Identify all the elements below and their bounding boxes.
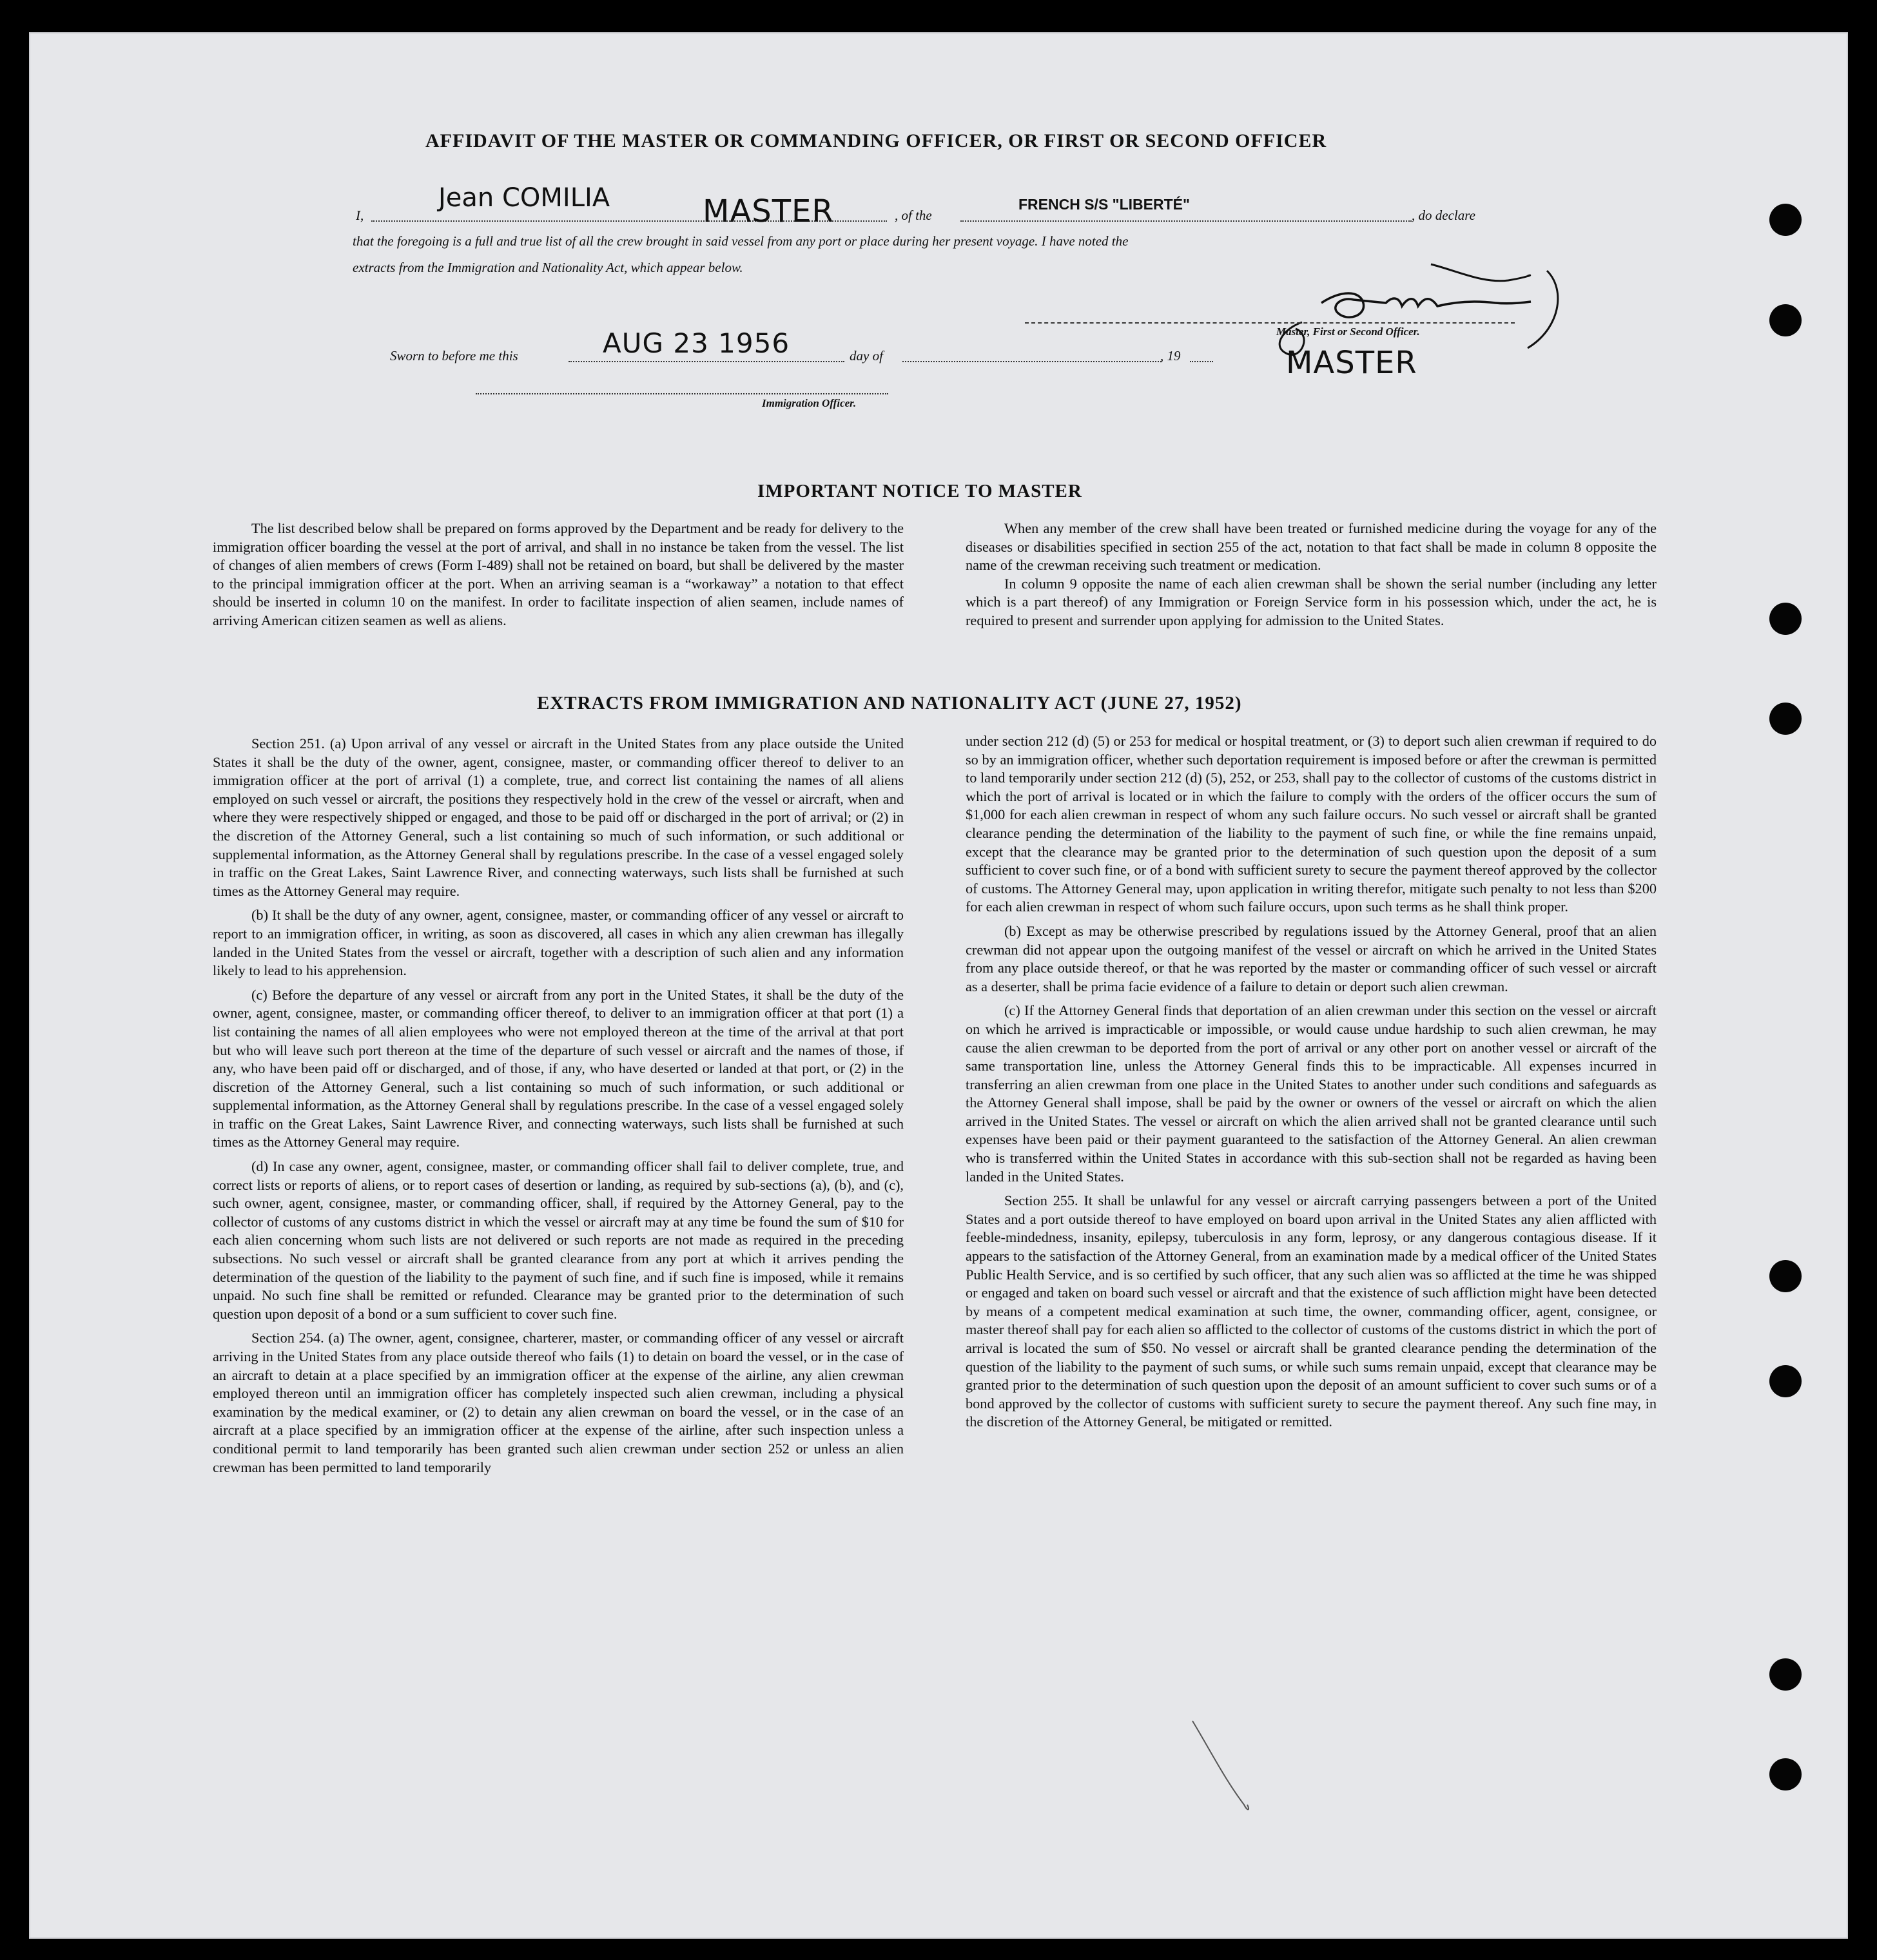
notice-right-column: [966, 519, 1657, 636]
declaration-line-1: that the foregoing is a full and true list of all the crew brought in said vessel from any port or place during her present voyage. I have noted the: [353, 233, 1129, 249]
extracts-left-column: [213, 735, 904, 1482]
officer-line: [476, 393, 888, 394]
master-title-stamp: MASTER: [703, 193, 834, 229]
binder-hole: [1769, 1365, 1802, 1397]
day-of-label: day of: [850, 348, 883, 364]
notice-left-column: [213, 519, 904, 636]
signature-title-stamp: MASTER: [1286, 345, 1417, 381]
stray-pen-mark: [1186, 1714, 1263, 1818]
section-254-c: (c) If the Attorney General finds that deportation of an alien crewman under this section on the vessel or aircraft on which he arrived is impracticable or impossible, or would cause undue hardship to such alien crewman, he may cause the alien crewman to be deported from the port of arrival or any other port on another vessel or aircraft of the same transportation line, unless the Attorney General finds this to be impracticable. All expenses incurred in transferring an alien crewman from one place in the United States to another under such conditions and safeguards as the Attorney General shall impose, shall be paid by the owner or owners of the vessel or aircraft on which the alien arrived in the United States. The vessel or aircraft on which the alien arrived shall not be granted clearance until such expenses have been paid or their payment guaranteed to the satisfaction of the Attorney General. An alien crewman who is transferred within the United States in accordance with this sub-section shall not be regarded as having been landed in the United States.: [966, 1002, 1657, 1185]
sworn-date-stamp: AUG 23 1956: [603, 327, 790, 359]
section-251-d: (d) In case any owner, agent, consignee, master, or commanding officer shall fail to deliver complete, true, and correct lists or reports of aliens, or to report cases of desertion or landing, as required by sub-sections (a), (b), and (c), such owner, agent, consignee, master, or commanding officer, shall, if required by the Attorney General, pay to the collector of customs of any customs district in which the vessel or aircraft may at any time be found the sum of $10 for each alien concerning whom such lists are not delivered or such reports are not made as required in the preceding subsections. No such vessel or aircraft shall be granted clearance from any port at which it arrives pending the determination of the question of the liability to the payment of such fine, and if such fine is imposed, while it remains unpaid. No such fine shall be remitted or refunded. Clearance may be granted prior to the determination of such question upon deposit of a bond or a sum sufficient to cover such fine.: [213, 1158, 904, 1322]
affidavit-title: AFFIDAVIT OF THE MASTER OR COMMANDING OFFICER, OR FIRST OR SECOND OFFICER: [425, 130, 1327, 151]
binder-hole: [1769, 603, 1802, 635]
notice-right-paragraph-2: In column 9 opposite the name of each alien crewman shall be shown the serial number (including any letter which is a part thereof) of any Immigration or Foreign Service form in his possession which, under the act, he is required to present and surrender upon applying for admission to the United States.: [966, 575, 1657, 628]
binder-hole: [1769, 703, 1802, 735]
binder-hole: [1769, 204, 1802, 236]
declarant-prefix: I,: [356, 208, 364, 223]
year-label: , 19: [1160, 348, 1181, 364]
extracts-title: EXTRACTS FROM IMMIGRATION AND NATIONALITY ACT (JUNE 27, 1952): [537, 693, 1242, 713]
notice-title: IMPORTANT NOTICE TO MASTER: [757, 481, 1082, 501]
section-254-a: Section 254. (a) The owner, agent, consignee, charterer, master, or commanding officer of any vessel or aircraft arriving in the United States from any place outside thereof who fails (1) to detain on board the vessel, or in the case of an aircraft to detain at a place specified by an immigration officer at the expense of the airline, any alien crewman employed thereon until an immigration officer has completely inspected such alien crewman, including a physical examination by the medical examiner, or (2) to detain any alien crewman on board the vessel, or in the case of an aircraft at a place specified by an immigration officer at the expense of the airline, after such inspection unless a conditional permit to land temporarily has been granted such alien crewman under section 252 or unless an alien crewman has been permitted to land temporarily: [213, 1330, 904, 1475]
master-name: Jean COMILIA: [438, 183, 610, 213]
section-251-c: (c) Before the departure of any vessel or aircraft from any port in the United States, it shall be the duty of the owner, agent, consignee, master, or commanding officer thereof, to deliver to an immigration officer at that port (1) a list containing the names of all alien employees who were not employed thereon at the time of the arrival at that port but who will leave such port thereon at the time of the departure of such vessel or aircraft and the names of those, if any, who have been paid off or discharged, and of those, if any, who have deserted or landed at that port, or (2) in the discretion of the Attorney General, such a list containing so much of such information, or such additional or supplemental information, as the Attorney General shall by regulations prescribe. In the case of a vessel engaged solely in traffic on the Great Lakes, Saint Lawrence River, and connecting waterways, such lists shall be furnished at such times as the Attorney General may require.: [213, 986, 904, 1150]
signature-caption: Master, First or Second Officer.: [1276, 325, 1420, 338]
declare-label: , do declare: [1412, 208, 1475, 223]
notice-left-paragraph: The list described below shall be prepared on forms approved by the Department and be ready for delivery to the immigration officer boarding the vessel at the port of arrival, and shall in no instance be taken from the vessel. The list of changes of alien members of crews (Form I-489) shall not be retained on board, but shall be delivered by the master to the principal immigration officer at the port. When an arriving seaman is a “workaway” a notation to that effect should be inserted in column 10 on the manifest. In order to facilitate inspection of alien seamen, include names of arriving American citizen seamen as well as aliens.: [213, 520, 904, 628]
declaration-line-2: extracts from the Immigration and Nationality Act, which appear below.: [353, 260, 743, 275]
section-251-b: (b) It shall be the duty of any owner, agent, consignee, master, or commanding officer of any vessel or aircraft to report to an immigration officer, in writing, as soon as discovered, all cases in which any alien crewman has illegally landed in the United States from the vessel or aircraft, together with a description of such alien and any information likely to lead to his apprehension.: [213, 907, 904, 979]
extracts-right-column: [966, 732, 1657, 1437]
signature-line: [1025, 322, 1515, 324]
section-254-b: (b) Except as may be otherwise prescribed by regulations issued by the Attorney General, proof that an alien crewman did not appear upon the outgoing manifest of the vessel or aircraft on which he arrived in the United States from any place outside thereof, or that he was reported by the master or commanding officer of such vessel or aircraft as a deserter, shall be prima facie evidence of a failure to detain or deport such alien crewman.: [966, 922, 1657, 995]
binder-hole: [1769, 1758, 1802, 1790]
binder-hole: [1769, 1658, 1802, 1691]
officer-caption: Immigration Officer.: [762, 397, 857, 409]
of-the-label: , of the: [895, 208, 932, 223]
year-line: [1190, 361, 1213, 362]
vessel-name: FRENCH S/S "LIBERTÉ": [1018, 196, 1190, 213]
month-line: [902, 361, 1162, 362]
section-251-a: Section 251. (a) Upon arrival of any vessel or aircraft in the United States from any place outside the United States it shall be the duty of the owner, agent, consignee, master, or commanding officer thereof to deliver to an immigration officer at the port of arrival (1) a complete, true, and correct list containing the names of all aliens employed on such vessel or aircraft, the positions they respectively hold in the crew of the vessel or aircraft, when and where they were respectively shipped or engaged, and those to be paid off or discharged in the port of arrival; or (2) in the discretion of the Attorney General, such a list containing so much of such information, or such additional or supplemental information, as the Attorney General shall by regulations prescribe. In the case of a vessel engaged solely in traffic on the Great Lakes, Saint Lawrence River, and connecting waterways, such lists shall be furnished at such times as the Attorney General may require.: [213, 735, 904, 899]
notice-right-paragraph-1: When any member of the crew shall have been treated or furnished medicine during the voyage for any of the diseases or disabilities specified in section 255 of the act, notation to that fact shall be made in column 8 opposite the name of the crewman receiving such treatment or medication.: [966, 520, 1657, 574]
sworn-date-line: [569, 361, 844, 362]
binder-hole: [1769, 304, 1802, 336]
section-255: Section 255. It shall be unlawful for any vessel or aircraft carrying passengers between a port of the United States and a port outside thereof to have employed on board upon arrival in the United States any alien afflicted with feeble-mindedness, insanity, epilepsy, tuberculosis in any form, leprosy, or any dangerous contagious disease. If it appears to the satisfaction of the Attorney General, from an examination made by a medical officer of the United States Public Health Service, and is so certified by such officer, that any such alien was so afflicted at the time he was shipped or engaged and taken on board such vessel or aircraft and that the existence of such affliction might have been detected by means of a competent medical examination at such time, the owner, commanding officer, agent, consignee, or master thereof shall pay for each alien so afflicted to the collector of customs of the customs district in which the port of arrival is located the sum of $50. No vessel or aircraft shall be granted clearance pending the determination of the question of the liability to the payment of such sums, or while such sums remain unpaid, except that clearance may be granted prior to the determination of such question upon the deposit of an amount sufficient to cover such sums or of a bond approved by the collector of customs with sufficient surety to secure the payment thereof. Any such fine may, in the discretion of the Attorney General, be mitigated or remitted.: [966, 1192, 1657, 1430]
binder-hole: [1769, 1260, 1802, 1292]
section-254-a-continued: under section 212 (d) (5) or 253 for medical or hospital treatment, or (3) to deport such alien crewman if required to do so by an immigration officer, whether such deportation requirement is imposed before or after the crewman is permitted to land temporarily under section 212 (d) (5), 252, or 253, shall pay to the collector of customs of the customs district in which the port of arrival is located or in which the failure to comply with the orders of the officer occurs the sum of $1,000 for each alien crewman in respect of whom any such failure occurs. No such vessel or aircraft shall be granted clearance pending the determination of the liability to the payment of such fine, or while the fine remains unpaid, except that the clearance may be granted prior to the determination of such question upon the deposit of a sum sufficient to cover such fine, or of a bond with sufficient surety to secure the payment thereof approved by the collector of customs. The Attorney General may, upon application in writing therefor, mitigate such penalty to not less than $200 for each alien crewman in respect of whom such failure occurs, upon such terms as he shall think proper.: [966, 733, 1657, 915]
sworn-label: Sworn to before me this: [390, 348, 518, 364]
vessel-line: [960, 220, 1412, 222]
